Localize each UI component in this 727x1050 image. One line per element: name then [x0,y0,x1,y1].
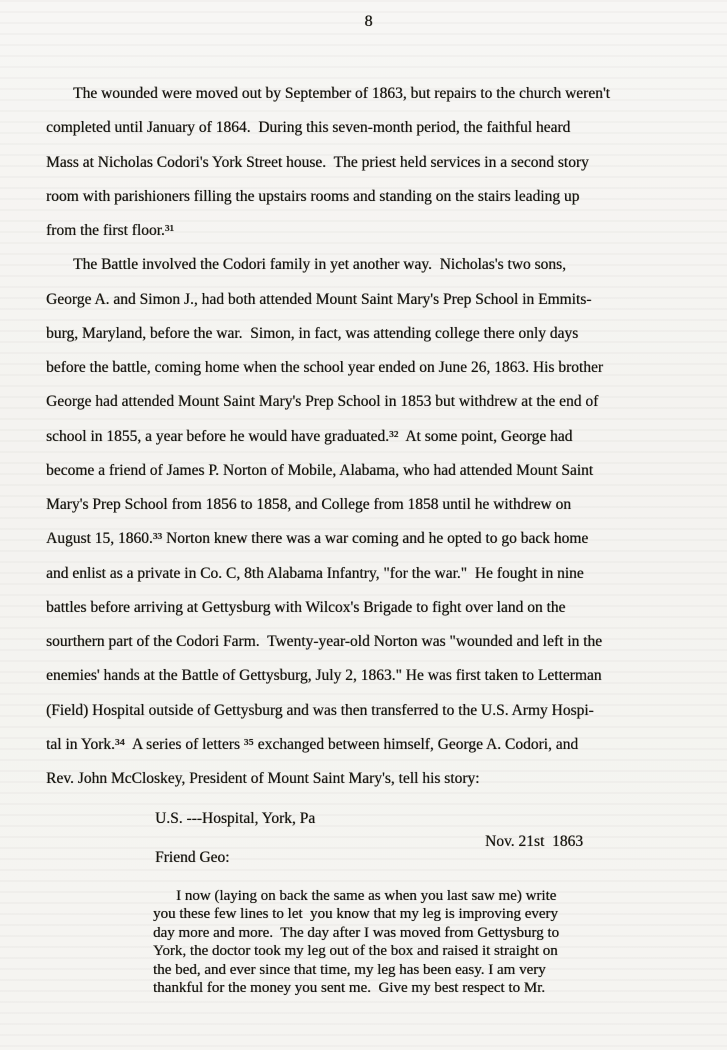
text-line: completed until January of 1864. During this seven-month period, the faithful heard [46,119,571,137]
text-line: Mary's Prep School from 1856 to 1858, and College from 1858 until he withdrew on [46,496,571,513]
text-line: (Field) Hospital outside of Gettysburg and was then transferred to the U.S. Army Hospi- [46,701,594,719]
letter-salutation: Friend Geo: [155,849,230,866]
text-line: room with parishioners filling the upstairs rooms and standing on the stairs leading up [46,187,580,205]
text-line: Mass at Nicholas Codori's York Street house. The priest held services in a second story [46,153,589,171]
text-line: sourthern part of the Codori Farm. Twenty-year-old Norton was "wounded and left in the [46,633,603,650]
letter-address: U.S. ---Hospital, York, Pa [155,810,316,827]
text-line: from the first floor.³¹ [46,222,175,239]
text-line: battles before arriving at Gettysburg with Wilcox's Brigade to fight over land on the [46,598,566,616]
letter-line: the bed, and ever since that time, my leg has been easy. I am very [153,961,546,978]
text-line: and enlist as a private in Co. C, 8th Alabama Infantry, "for the war." He fought in nine [46,564,584,582]
letter-line: thankful for the money you sent me. Give my best respect to Mr. [153,980,545,997]
letter-body [153,887,613,997]
text-line: burg, Maryland, before the war. Simon, in fact, was attending college there only days [46,324,579,342]
page-number: 8 [364,13,373,30]
text-line: August 15, 1860.³³ Norton knew there was a war coming and he opted to go back home [46,530,589,548]
text-line: George A. and Simon J., had both attended Mount Saint Mary's Prep School in Emmits- [46,290,592,308]
text-line: Rev. John McCloskey, President of Mount Saint Mary's, tell his story: [46,770,480,787]
paragraph-church-repairs [46,77,694,248]
letter-line: York, the doctor took my leg out of the box and raised it straight on [153,943,558,960]
text-line: The Battle involved the Codori family in yet another way. Nicholas's two sons, [73,256,566,274]
text-line: George had attended Mount Saint Mary's Prep School in 1853 but withdrew at the end of [46,393,599,411]
text-line: enemies' hands at the Battle of Gettysburg, July 2, 1863." He was first taken to Letterman [46,667,602,685]
letter-date: Nov. 21st 1863 [485,833,584,850]
body-text [46,77,694,796]
paragraph-codori-sons [46,248,694,796]
text-line: The wounded were moved out by September of 1863, but repairs to the church weren't [73,85,610,102]
text-line: become a friend of James P. Norton of Mobile, Alabama, who had attended Mount Saint [46,461,594,479]
text-line: school in 1855, a year before he would have graduated.³² At some point, George had [46,427,573,445]
letter-line: you these few lines to let you know that my leg is improving every [153,906,558,923]
text-line: before the battle, coming home when the school year ended on June 26, 1863. His brother [46,359,603,376]
letter-line: I now (laying on back the same as when you last saw me) write [176,888,557,904]
text-line: tal in York.³⁴ A series of letters ³⁵ exchanged between himself, George A. Codori, and [46,735,579,753]
letter-line: day more and more. The day after I was moved from Gettysburg to [153,924,559,941]
